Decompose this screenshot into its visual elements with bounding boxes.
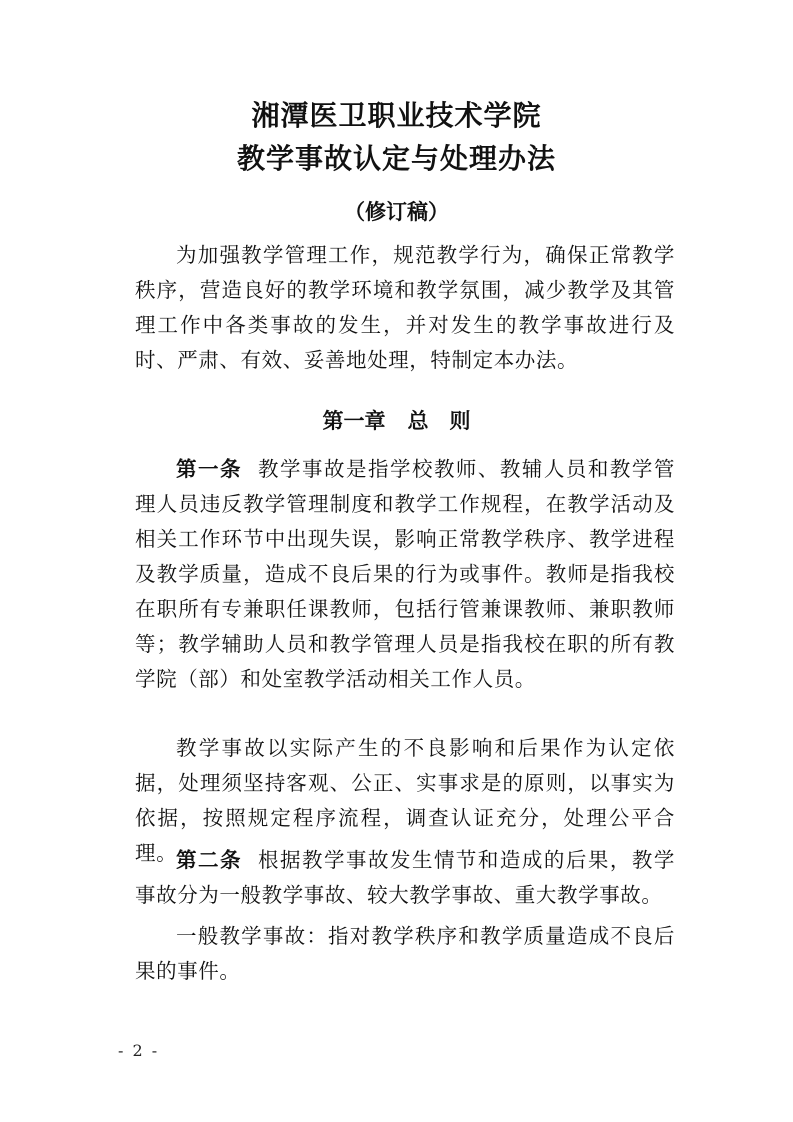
- chapter-heading: [0, 406, 793, 436]
- chapter-label: 第一章: [322, 409, 386, 433]
- article-2-paragraph: [135, 843, 675, 913]
- chapter-name: 总 则: [407, 409, 471, 433]
- article-1-text: 教学事故是指学校教师、教辅人员和教学管理人员违反教学管理制度和教学工作规程，在教学活动及相关工作环节中出现失误，影响正常教学秩序、教学进程及教学质量，造成不良后果的行为或事件。教师是指我校在职所有专兼职任课教师，包括行管兼课教师、兼职教师等；教学辅助人员和教学管理人员是指我校在职的所有教学院（部）和处室教学活动相关工作人员。: [135, 457, 675, 691]
- article-2-label: 第二条: [176, 848, 242, 872]
- article-1-paragraph-2: 教学事故以实际产生的不良影响和后果作为认定依据，处理须坚持客观、公正、实事求是的原则，以事实为依据，按照规定程序流程，调查认证充分，处理公平合理。: [135, 736, 675, 865]
- document-subtitle: （修订稿）: [344, 200, 449, 224]
- article-1-paragraph: [135, 452, 675, 697]
- article-1-label: 第一条: [176, 457, 242, 481]
- article-2-text: 根据教学事故发生情节和造成的后果，教学事故分为一般教学事故、较大教学事故、重大教学事故。: [135, 848, 675, 907]
- general-accident-paragraph: 一般教学事故：指对教学秩序和教学质量造成不良后果的事件。: [135, 924, 675, 983]
- document-title-line1: 湘潭医卫职业技术学院: [251, 99, 542, 132]
- document-title-line2: 教学事故认定与处理办法: [236, 142, 556, 175]
- page-number: - 2 -: [118, 1041, 160, 1060]
- preamble-paragraph: 为加强教学管理工作，规范教学行为，确保正常教学秩序，营造良好的教学环境和教学氛围，减少教学及其管理工作中各类事故的发生，并对发生的教学事故进行及时、严肃、有效、妥善地处理，特制定本办法。: [135, 243, 675, 372]
